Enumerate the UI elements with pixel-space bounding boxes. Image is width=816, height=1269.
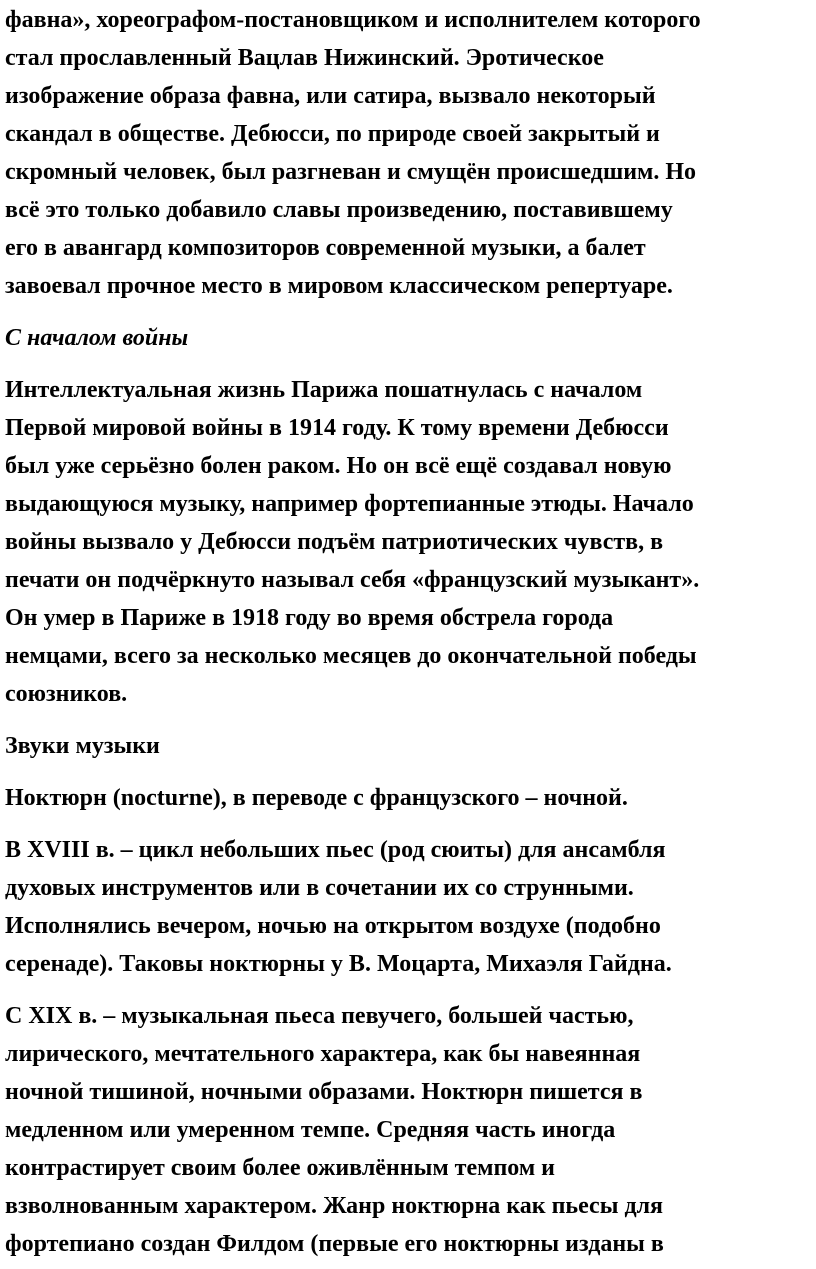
- text-line: войны вызвало у Дебюсси подъём патриотических чувств, в: [5, 529, 664, 555]
- text-line: был уже серьёзно болен раком. Но он всё ещё создавал новую: [5, 453, 672, 479]
- text-line: скромный человек, был разгневан и смущён происшедшим. Но: [5, 159, 697, 185]
- text-line: выдающуюся музыку, например фортепианные этюды. Начало: [5, 491, 694, 517]
- section-heading-sounds: Звуки музыки: [5, 733, 160, 759]
- text-line: фортепиано создан Филдом (первые его ноктюрны изданы в: [5, 1231, 664, 1257]
- text-line: скандал в обществе. Дебюсси, по природе своей закрытый и: [5, 121, 660, 147]
- text-line: С XIX в. – музыкальная пьеса певучего, большей частью,: [5, 1003, 634, 1029]
- text-line: завоевал прочное место в мировом классическом репертуаре.: [5, 273, 673, 299]
- text-line: В XVIII в. – цикл небольших пьес (род сюиты) для ансамбля: [5, 837, 666, 863]
- text-line: ночной тишиной, ночными образами. Ноктюрн пишется в: [5, 1079, 643, 1105]
- paragraph-nocturne-definition: Ноктюрн (nocturne), в переводе с французского – ночной.: [5, 785, 628, 811]
- text-line: Интеллектуальная жизнь Парижа пошатнулась с началом: [5, 377, 643, 403]
- text-line: стал прославленный Вацлав Нижинский. Эротическое: [5, 45, 604, 71]
- text-line: Исполнялись вечером, ночью на открытом воздухе (подобно: [5, 913, 661, 939]
- section-heading-war: С началом войны: [5, 325, 189, 351]
- text-line: печати он подчёркнуто называл себя «французский музыкант».: [5, 567, 700, 593]
- text-line: серенаде). Таковы ноктюрны у В. Моцарта, Михаэля Гайдна.: [5, 951, 672, 977]
- text-line: Он умер в Париже в 1918 году во время обстрела города: [5, 605, 614, 631]
- text-line: изображение образа фавна, или сатира, вызвало некоторый: [5, 83, 656, 109]
- text-line: духовых инструментов или в сочетании их со струнными.: [5, 875, 634, 901]
- text-line: его в авангард композиторов современной музыки, а балет: [5, 235, 646, 261]
- text-line: всё это только добавило славы произведению, поставившему: [5, 197, 673, 223]
- text-line: контрастирует своим более оживлённым темпом и: [5, 1155, 556, 1181]
- text-line: взволнованным характером. Жанр ноктюрна как пьесы для: [5, 1193, 664, 1219]
- text-line: немцами, всего за несколько месяцев до окончательной победы: [5, 643, 697, 669]
- text-line: медленном или умеренном темпе. Средняя часть иногда: [5, 1117, 616, 1143]
- text-line: союзников.: [5, 681, 128, 707]
- text-line: Первой мировой войны в 1914 году. К тому времени Дебюсси: [5, 415, 669, 441]
- text-line: фавна», хореографом-постановщиком и исполнителем которого: [5, 7, 701, 33]
- text-line: лирического, мечтательного характера, как бы навеянная: [5, 1041, 641, 1067]
